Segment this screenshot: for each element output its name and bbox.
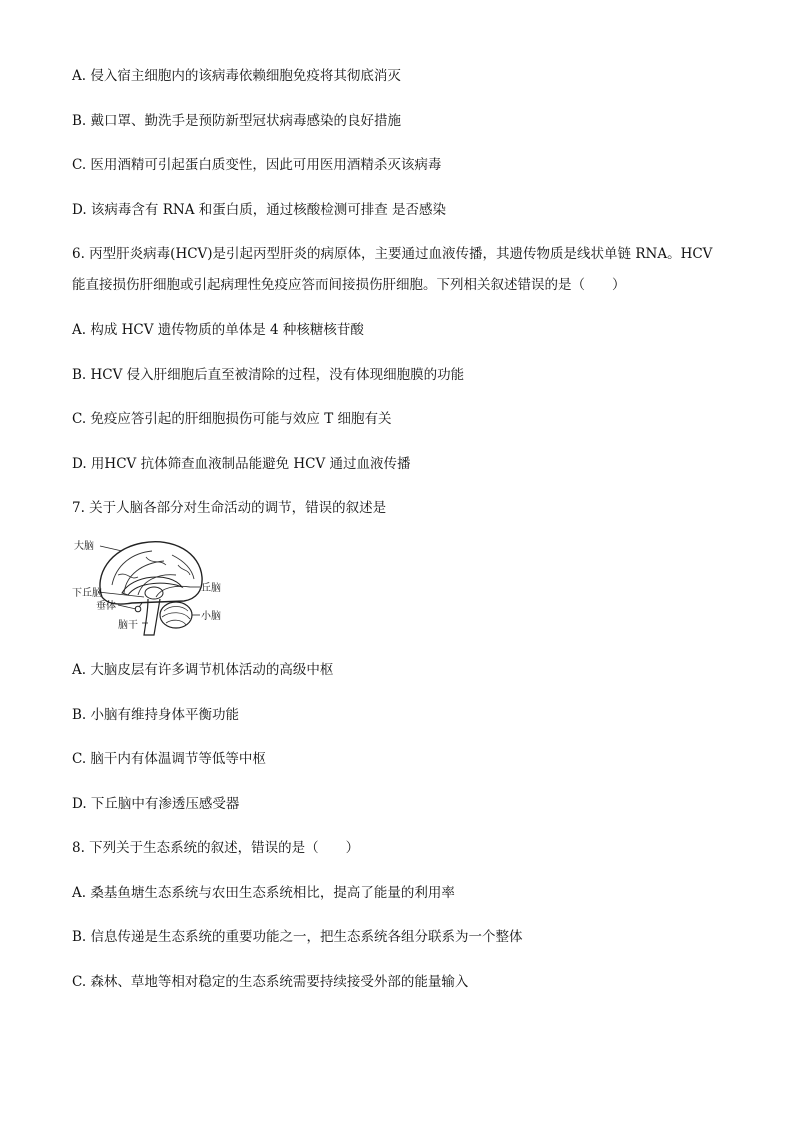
brain-diagram (72, 535, 232, 640)
label-cerebrum: 大脑 (74, 541, 94, 552)
q7-option-a: A. 大脑皮层有许多调节机体活动的高级中枢 (72, 662, 334, 678)
q5-option-b: B. 戴口罩、勤洗手是预防新型冠状病毒感染的良好措施 (72, 113, 402, 129)
q7-stem: 7. 关于人脑各部分对生命活动的调节，错误的叙述是 (72, 500, 387, 516)
q7-option-b: B. 小脑有维持身体平衡功能 (72, 707, 240, 723)
q7-option-d: D. 下丘脑中有渗透压感受器 (72, 796, 240, 812)
q8-option-b: B. 信息传递是生态系统的重要功能之一，把生态系统各组分联系为一个整体 (72, 929, 523, 945)
q8-stem: 8. 下列关于生态系统的叙述，错误的是（ ） (72, 840, 360, 856)
label-hypothalamus: 下丘脑 (72, 588, 102, 599)
label-brainstem: 脑干 (118, 620, 138, 631)
q7-option-c: C. 脑干内有体温调节等低等中枢 (72, 751, 266, 767)
label-cerebellum: 小脑 (201, 611, 221, 622)
q6-stem-line1: 6. 丙型肝炎病毒(HCV)是引起丙型肝炎的病原体，主要通过血液传播，其遗传物质是线状单链 RNA。HCV (72, 246, 713, 262)
q8-option-a: A. 桑基鱼塘生态系统与农田生态系统相比，提高了能量的利用率 (72, 885, 455, 901)
q6-option-d: D. 用HCV 抗体筛查血液制品能避免 HCV 通过血液传播 (72, 456, 411, 472)
q5-option-d: D. 该病毒含有 RNA 和蛋白质，通过核酸检测可排查 是否感染 (72, 202, 447, 218)
label-thalamus: 丘脑 (201, 583, 221, 594)
label-pituitary: 垂体 (96, 601, 116, 612)
q6-option-c: C. 免疫应答引起的肝细胞损伤可能与效应 T 细胞有关 (72, 411, 392, 427)
q5-option-a: A. 侵入宿主细胞内的该病毒依赖细胞免疫将其彻底消灭 (72, 68, 401, 84)
q6-option-b: B. HCV 侵入肝细胞后直至被清除的过程，没有体现细胞膜的功能 (72, 367, 465, 383)
q6-stem-line2: 能直接损伤肝细胞或引起病理性免疫应答而间接损伤肝细胞。下列相关叙述错误的是（ ） (72, 277, 626, 293)
q8-option-c: C. 森林、草地等相对稳定的生态系统需要持续接受外部的能量输入 (72, 974, 469, 990)
q6-option-a: A. 构成 HCV 遗传物质的单体是 4 种核糖核苷酸 (72, 322, 364, 338)
q5-option-c: C. 医用酒精可引起蛋白质变性，因此可用医用酒精杀灭该病毒 (72, 157, 442, 173)
